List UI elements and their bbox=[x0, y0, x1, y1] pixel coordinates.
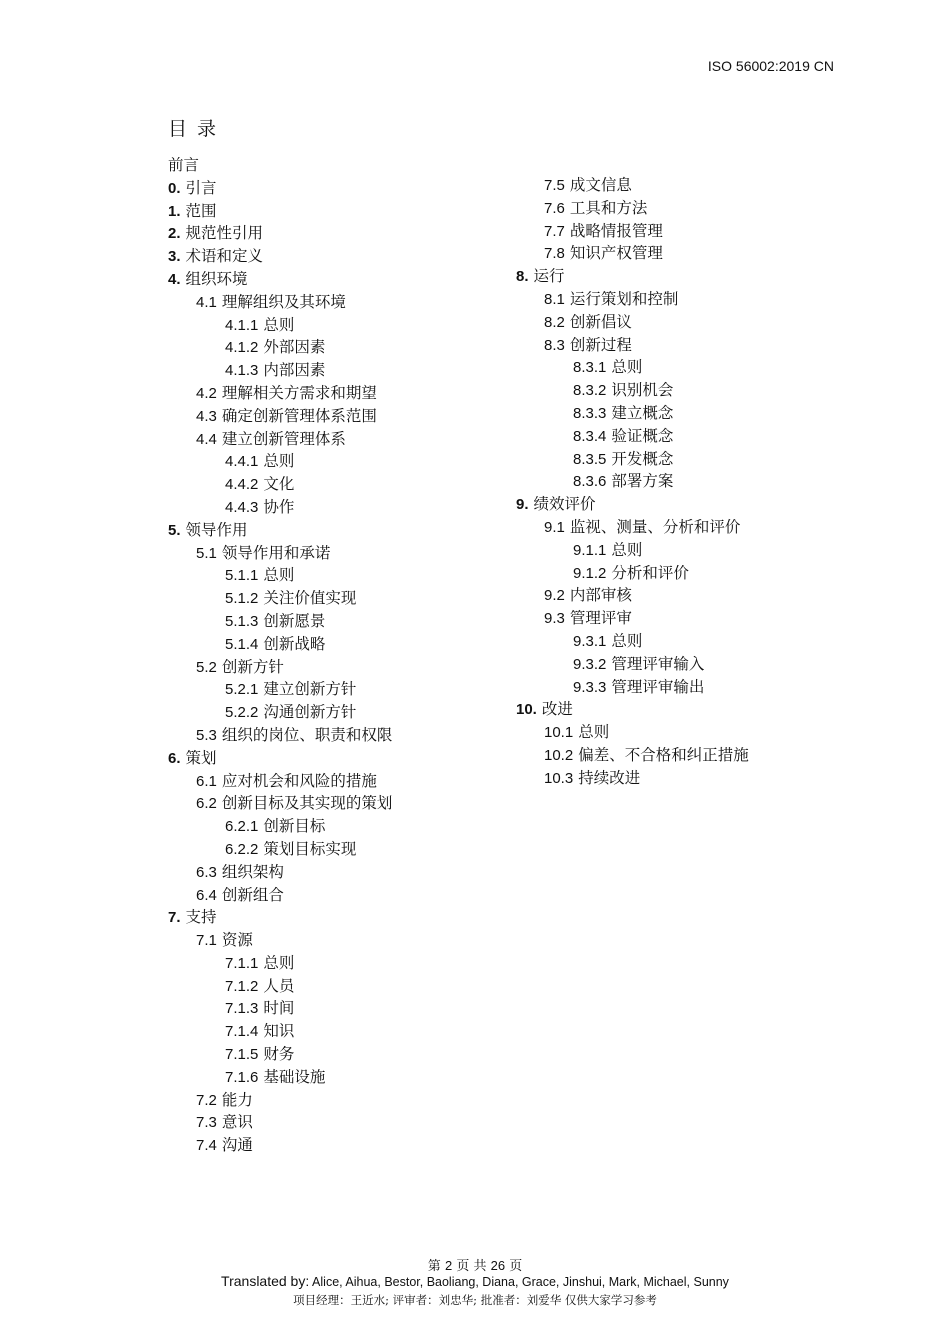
toc-entry-number: 5.1.4 bbox=[225, 635, 259, 653]
toc-entry-title: 改进 bbox=[541, 700, 573, 719]
toc-entry-title: 人员 bbox=[263, 976, 295, 995]
toc-entry-number: 7.6 bbox=[544, 199, 565, 217]
page-total: 26 bbox=[490, 1258, 506, 1273]
toc-entry-title: 总则 bbox=[611, 540, 643, 559]
toc-entry-title: 资源 bbox=[221, 931, 253, 950]
toc-entry-title: 规范性引用 bbox=[185, 224, 264, 243]
toc-entry-number: 8.3.2 bbox=[573, 382, 607, 400]
toc-entry bbox=[168, 1089, 392, 1112]
toc-entry-title: 创新愿景 bbox=[263, 611, 326, 630]
toc-entry bbox=[168, 450, 392, 473]
toc-entry-number: 9.2 bbox=[544, 587, 565, 605]
toc-entry-number: 5.1.1 bbox=[225, 567, 259, 585]
toc-entry bbox=[168, 587, 392, 610]
toc-entry-number: 6.3 bbox=[196, 863, 217, 881]
toc-entry-number: 7.1.4 bbox=[225, 1023, 259, 1041]
toc-entry bbox=[516, 197, 749, 220]
toc-entry-title: 战略情报管理 bbox=[569, 221, 663, 240]
toc-entry-title: 策划 bbox=[185, 748, 217, 767]
toc-entry bbox=[516, 698, 749, 721]
toc-entry-title: 创新目标 bbox=[263, 817, 326, 836]
toc-entry-title: 前言 bbox=[168, 156, 200, 174]
toc-entry-number: 4.3 bbox=[196, 407, 217, 425]
toc-entry-title: 理解组织及其环境 bbox=[221, 292, 346, 311]
toc-entry-title: 支持 bbox=[185, 908, 217, 927]
toc-entry bbox=[168, 154, 392, 177]
toc-entry bbox=[168, 815, 392, 838]
toc-entry-number: 10. bbox=[516, 701, 537, 719]
toc-entry-title: 建立创新方针 bbox=[263, 680, 357, 699]
toc-entry-title: 识别机会 bbox=[611, 381, 674, 400]
page-prefix: 第 bbox=[427, 1259, 441, 1274]
toc-entry-number: 9.3.3 bbox=[573, 678, 607, 696]
toc-entry-number: 9.3 bbox=[544, 610, 565, 628]
toc-entry-number: 7.1.1 bbox=[225, 954, 259, 972]
toc-entry bbox=[168, 177, 392, 200]
page-number bbox=[0, 1255, 950, 1274]
toc-entry bbox=[168, 1111, 392, 1134]
toc-entry-title: 沟通创新方针 bbox=[263, 703, 357, 722]
toc-entry-number: 5.2 bbox=[196, 658, 217, 676]
toc-entry-title: 知识产权管理 bbox=[569, 244, 663, 263]
toc-entry bbox=[168, 861, 392, 884]
toc-entry-title: 创新战略 bbox=[263, 634, 326, 653]
toc-entry bbox=[168, 610, 392, 633]
toc-entry-number: 4.1.2 bbox=[225, 339, 259, 357]
toc-entry bbox=[516, 516, 749, 539]
toc-entry-number: 4. bbox=[168, 270, 181, 288]
toc-entry bbox=[516, 653, 749, 676]
toc-entry bbox=[516, 356, 749, 379]
toc-entry bbox=[168, 542, 392, 565]
toc-entry-number: 8.2 bbox=[544, 313, 565, 331]
toc-entry bbox=[168, 633, 392, 656]
toc-entry-title: 领导作用 bbox=[185, 520, 248, 539]
toc-entry-number: 8.3 bbox=[544, 336, 565, 354]
toc-entry-number: 10.1 bbox=[544, 724, 574, 742]
toc-entry-title: 基础设施 bbox=[263, 1067, 326, 1086]
toc-entry bbox=[168, 564, 392, 587]
toc-entry-title: 创新目标及其实现的策划 bbox=[221, 794, 393, 813]
page-suffix: 页 bbox=[509, 1259, 523, 1274]
toc-entry bbox=[168, 884, 392, 907]
toc-entry bbox=[168, 656, 392, 679]
toc-entry-title: 组织环境 bbox=[185, 269, 248, 288]
toc-entry bbox=[168, 724, 392, 747]
toc-entry bbox=[168, 519, 392, 542]
toc-entry-title: 运行策划和控制 bbox=[569, 289, 679, 308]
toc-entry bbox=[516, 425, 749, 448]
toc-entry-number: 4.4.2 bbox=[225, 476, 259, 494]
toc-entry-number: 5.1.2 bbox=[225, 590, 259, 608]
toc-entry bbox=[516, 174, 749, 197]
toc-entry bbox=[516, 721, 749, 744]
toc-entry-number: 0. bbox=[168, 179, 181, 197]
toc-entry-title: 组织的岗位、职责和权限 bbox=[221, 725, 393, 744]
toc-entry-number: 6.2.2 bbox=[225, 840, 259, 858]
toc-entry-title: 关注价值实现 bbox=[263, 589, 357, 608]
toc-entry-title: 创新过程 bbox=[569, 335, 632, 354]
toc-entry-number: 6.2 bbox=[196, 795, 217, 813]
toc-entry bbox=[516, 288, 749, 311]
toc-entry-title: 偏差、不合格和纠正措施 bbox=[578, 745, 749, 764]
toc-entry-number: 7.1.5 bbox=[225, 1046, 259, 1064]
toc-entry-title: 开发概念 bbox=[611, 449, 674, 468]
toc-entry bbox=[168, 405, 392, 428]
toc-entry bbox=[516, 220, 749, 243]
toc-entry-title: 绩效评价 bbox=[533, 495, 596, 514]
toc-entry bbox=[516, 470, 749, 493]
toc-entry bbox=[168, 245, 392, 268]
toc-entry-number: 4.1.1 bbox=[225, 316, 259, 334]
toc-entry-number: 7.4 bbox=[196, 1137, 217, 1155]
translated-by-label: Translated by: bbox=[221, 1273, 310, 1289]
toc-entry-number: 7.1.6 bbox=[225, 1068, 259, 1086]
toc-entry-title: 意识 bbox=[221, 1113, 253, 1132]
toc-entry bbox=[516, 676, 749, 699]
toc-entry-title: 建立概念 bbox=[611, 403, 674, 422]
toc-entry-title: 知识 bbox=[263, 1022, 295, 1041]
toc-entry bbox=[516, 311, 749, 334]
toc-entry-number: 6. bbox=[168, 749, 181, 767]
toc-entry bbox=[168, 200, 392, 223]
page-middle: 页 共 bbox=[456, 1259, 487, 1274]
toc-entry bbox=[168, 952, 392, 975]
toc-entry bbox=[516, 334, 749, 357]
toc-entry-title: 总则 bbox=[611, 358, 643, 377]
toc-entry-title: 时间 bbox=[263, 999, 295, 1018]
toc-entry-number: 1. bbox=[168, 202, 181, 220]
toc-entry-number: 10.2 bbox=[544, 746, 574, 764]
toc-entry-number: 9.1.2 bbox=[573, 564, 607, 582]
toc-entry bbox=[516, 744, 749, 767]
toc-entry bbox=[168, 1043, 392, 1066]
toc-entry bbox=[168, 1020, 392, 1043]
toc-entry-number: 8.1 bbox=[544, 290, 565, 308]
toc-title: 目 录 bbox=[168, 118, 219, 140]
toc-entry bbox=[168, 382, 392, 405]
toc-entry bbox=[168, 997, 392, 1020]
toc-entry-title: 应对机会和风险的措施 bbox=[221, 771, 377, 790]
toc-entry bbox=[516, 402, 749, 425]
toc-entry bbox=[168, 747, 392, 770]
toc-entry bbox=[516, 379, 749, 402]
toc-entry bbox=[168, 1134, 392, 1157]
toc-entry-title: 持续改进 bbox=[578, 768, 641, 787]
toc-entry bbox=[516, 607, 749, 630]
toc-entry-number: 6.4 bbox=[196, 886, 217, 904]
toc-entry-title: 组织架构 bbox=[221, 862, 284, 881]
toc-entry bbox=[516, 630, 749, 653]
toc-entry-title: 建立创新管理体系 bbox=[221, 429, 346, 448]
toc-entry-title: 理解相关方需求和期望 bbox=[221, 383, 377, 402]
toc-entry bbox=[168, 701, 392, 724]
toc-entry-number: 6.1 bbox=[196, 772, 217, 790]
toc-entry-number: 9.1.1 bbox=[573, 541, 607, 559]
toc-entry-title: 引言 bbox=[185, 178, 217, 197]
toc-entry-title: 工具和方法 bbox=[569, 198, 648, 217]
toc-entry-title: 策划目标实现 bbox=[263, 839, 357, 858]
toc-entry-title: 创新倡议 bbox=[569, 312, 632, 331]
toc-entry bbox=[516, 242, 749, 265]
toc-entry-number: 9.3.2 bbox=[573, 655, 607, 673]
toc-entry-number: 7. bbox=[168, 909, 181, 927]
toc-entry-title: 总则 bbox=[263, 452, 295, 471]
toc-entry bbox=[516, 448, 749, 471]
toc-entry-number: 5. bbox=[168, 521, 181, 539]
toc-entry-title: 成文信息 bbox=[569, 176, 632, 194]
toc-entry-number: 4.2 bbox=[196, 384, 217, 402]
toc-entry-number: 8.3.4 bbox=[573, 427, 607, 445]
toc-entry-title: 内部审核 bbox=[569, 586, 632, 605]
toc-entry-number: 7.7 bbox=[544, 222, 565, 240]
toc-entry-number: 3. bbox=[168, 248, 181, 266]
toc-entry-title: 确定创新管理体系范围 bbox=[221, 406, 377, 425]
toc-entry-number: 4.1 bbox=[196, 293, 217, 311]
toc-entry-number: 9. bbox=[516, 496, 529, 514]
toc-entry-title: 创新组合 bbox=[221, 885, 284, 904]
toc-entry bbox=[168, 1066, 392, 1089]
toc-entry-title: 创新方针 bbox=[221, 657, 284, 676]
toc-entry-number: 9.1 bbox=[544, 518, 565, 536]
toc-entry-title: 部署方案 bbox=[611, 472, 674, 491]
toc-entry-title: 外部因素 bbox=[263, 338, 326, 357]
toc-entry-title: 能力 bbox=[221, 1090, 253, 1109]
toc-entry bbox=[168, 792, 392, 815]
toc-left-column bbox=[168, 154, 392, 1157]
toc-entry-number: 4.4.3 bbox=[225, 498, 259, 516]
toc-entry-number: 5.2.1 bbox=[225, 681, 259, 699]
toc-entry-number: 7.8 bbox=[544, 245, 565, 263]
toc-entry bbox=[168, 678, 392, 701]
toc-entry bbox=[168, 291, 392, 314]
toc-entry-number: 4.4 bbox=[196, 430, 217, 448]
toc-entry-number: 8.3.1 bbox=[573, 359, 607, 377]
toc-entry bbox=[516, 562, 749, 585]
toc-entry bbox=[168, 336, 392, 359]
toc-entry-number: 7.3 bbox=[196, 1114, 217, 1132]
toc-entry bbox=[516, 493, 749, 516]
toc-entry bbox=[168, 975, 392, 998]
toc-entry-number: 8.3.6 bbox=[573, 473, 607, 491]
toc-entry bbox=[516, 767, 749, 790]
toc-entry-number: 5.1 bbox=[196, 544, 217, 562]
toc-entry-number: 5.3 bbox=[196, 726, 217, 744]
toc-entry-title: 沟通 bbox=[221, 1136, 253, 1155]
toc-entry-number: 7.1 bbox=[196, 932, 217, 950]
toc-entry-number: 7.5 bbox=[544, 177, 565, 194]
toc-entry bbox=[168, 359, 392, 382]
toc-entry bbox=[516, 265, 749, 288]
toc-entry-title: 总则 bbox=[611, 631, 643, 650]
toc-entry-title: 领导作用和承诺 bbox=[221, 543, 331, 562]
toc-entry-title: 分析和评价 bbox=[611, 563, 689, 582]
toc-entry bbox=[516, 584, 749, 607]
toc-entry bbox=[168, 496, 392, 519]
toc-entry-number: 2. bbox=[168, 225, 181, 243]
toc-entry-title: 总则 bbox=[263, 315, 295, 334]
toc-entry bbox=[168, 838, 392, 861]
toc-entry-title: 监视、测量、分析和评价 bbox=[569, 517, 741, 536]
credits-line: 项目经理：王近水; 评审者：刘忠华; 批准者：刘爱华 仅供大家学习参考 bbox=[293, 1293, 657, 1307]
toc-entry-title: 总则 bbox=[263, 566, 295, 585]
toc-entry-number: 8. bbox=[516, 268, 529, 286]
toc-entry-title: 内部因素 bbox=[263, 361, 326, 380]
toc-entry-title: 管理评审输出 bbox=[611, 677, 705, 696]
toc-entry-number: 7.1.2 bbox=[225, 977, 259, 995]
toc-entry bbox=[168, 428, 392, 451]
toc-entry bbox=[168, 222, 392, 245]
toc-entry bbox=[168, 268, 392, 291]
toc-entry-title: 文化 bbox=[263, 475, 295, 494]
toc-entry bbox=[168, 929, 392, 952]
toc-entry-title: 运行 bbox=[533, 267, 565, 286]
toc-entry-number: 7.1.3 bbox=[225, 1000, 259, 1018]
toc-entry-number: 4.4.1 bbox=[225, 453, 259, 471]
toc-entry-number: 9.3.1 bbox=[573, 632, 607, 650]
toc-entry-number: 5.2.2 bbox=[225, 704, 259, 722]
toc-entry-title: 范围 bbox=[185, 201, 217, 220]
toc-entry-number: 7.2 bbox=[196, 1091, 217, 1109]
toc-entry-title: 总则 bbox=[263, 953, 295, 972]
toc-entry bbox=[516, 539, 749, 562]
toc-entry-title: 术语和定义 bbox=[185, 247, 264, 266]
toc-entry-number: 6.2.1 bbox=[225, 818, 259, 836]
translator-names: Alice, Aihua, Bestor, Baoliang, Diana, Grace, Jinshui, Mark, Michael, Sunny bbox=[312, 1275, 729, 1289]
toc-entry-title: 管理评审 bbox=[569, 609, 632, 628]
toc-entry bbox=[168, 906, 392, 929]
toc-entry-title: 总则 bbox=[578, 723, 610, 742]
toc-entry-number: 8.3.5 bbox=[573, 450, 607, 468]
page-current: 2 bbox=[444, 1258, 453, 1273]
toc-entry-title: 财务 bbox=[263, 1045, 295, 1064]
toc-right-column bbox=[516, 174, 749, 790]
toc-entry-title: 管理评审输入 bbox=[611, 654, 705, 673]
document-standard-id: ISO 56002:2019 CN bbox=[707, 58, 834, 74]
toc-entry bbox=[168, 473, 392, 496]
toc-entry bbox=[168, 770, 392, 793]
toc-entry-number: 4.1.3 bbox=[225, 362, 259, 380]
toc-entry-number: 5.1.3 bbox=[225, 612, 259, 630]
toc-entry-number: 8.3.3 bbox=[573, 404, 607, 422]
toc-entry-number: 10.3 bbox=[544, 769, 574, 787]
toc-entry-title: 协作 bbox=[263, 497, 295, 516]
toc-entry bbox=[168, 314, 392, 337]
translator-line bbox=[0, 1273, 950, 1289]
toc-entry-title: 验证概念 bbox=[611, 426, 674, 445]
